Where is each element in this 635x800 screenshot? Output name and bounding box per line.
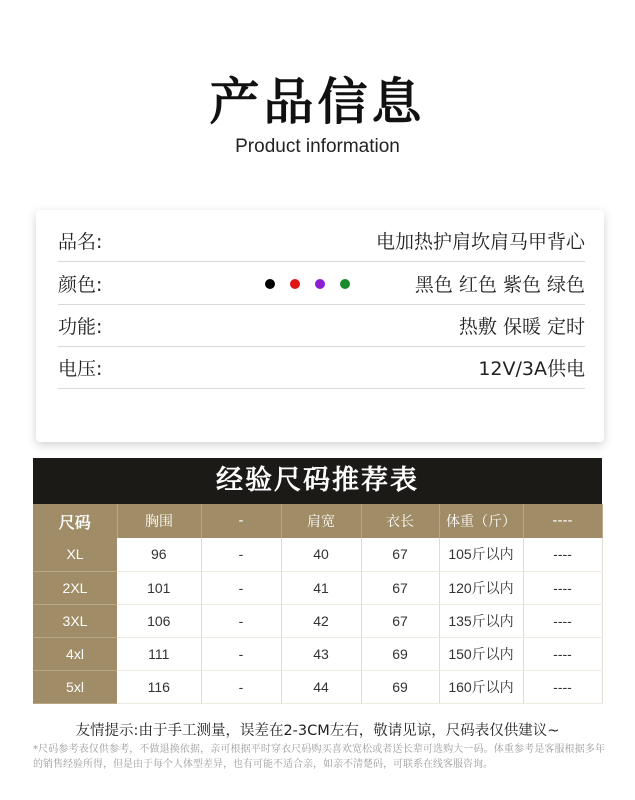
extra-cell: ---- [523, 538, 602, 571]
size-cell: 2XL [33, 571, 117, 604]
weight-cell: 150斤以内 [439, 637, 523, 670]
size-cell: 4xl [33, 637, 117, 670]
header-size: 尺码 [33, 504, 117, 538]
extra-cell: ---- [523, 670, 602, 703]
header-shoulder: 肩宽 [281, 504, 361, 538]
page-title: 产品信息 [209, 73, 426, 131]
weight-cell: 120斤以内 [439, 571, 523, 604]
color-swatches [265, 263, 350, 305]
name-value: 电加热护肩坎肩马甲背心 [375, 231, 585, 253]
color-swatch-green [340, 279, 350, 289]
length-cell: 67 [361, 571, 439, 604]
page-subtitle: Product information [235, 136, 400, 157]
chest-cell: 116 [117, 670, 201, 703]
chest-cell: 96 [117, 538, 201, 571]
extra-cell: ---- [523, 571, 602, 604]
size-chart-title: 经验尺码推荐表 [33, 458, 602, 504]
dash-cell: - [201, 538, 281, 571]
chest-cell: 101 [117, 571, 201, 604]
color-swatch-red [290, 279, 300, 289]
voltage-value: 12V/3A供电 [478, 358, 585, 380]
size-table-header-row [33, 504, 602, 538]
function-label: 功能: [58, 316, 103, 338]
table-row [33, 604, 602, 637]
measurement-tip: 友情提示:由于手工测量，误差在2-3CM左右，敬请见谅，尺码表仅供建议~ [75, 723, 560, 739]
size-disclaimer-note: *尺码参考表仅供参考，不做退换依据，亲可根据平时穿衣尺码购买喜欢宽松或者送长辈可选购大一码。体重参考是客服根据多年的销售经验所得，但是由于每个人体型差异，也有可能不适合亲，如亲不清楚码，可联系在线客服咨询。 [33, 744, 605, 770]
shoulder-cell: 42 [281, 604, 361, 637]
table-row [33, 637, 602, 670]
extra-cell: ---- [523, 604, 602, 637]
size-cell: 5xl [33, 670, 117, 703]
chest-cell: 111 [117, 637, 201, 670]
info-row-name [58, 220, 585, 262]
length-cell: 69 [361, 670, 439, 703]
weight-cell: 105斤以内 [439, 538, 523, 571]
header-dash: - [201, 504, 281, 538]
table-row [33, 670, 602, 703]
header-extra: ---- [523, 504, 602, 538]
function-value: 热敷 保暖 定时 [458, 316, 585, 338]
shoulder-cell: 40 [281, 538, 361, 571]
color-swatch-purple [315, 279, 325, 289]
shoulder-cell: 44 [281, 670, 361, 703]
color-value: 黑色 红色 紫色 绿色 [414, 274, 585, 296]
color-swatch-black [265, 279, 275, 289]
length-cell: 69 [361, 637, 439, 670]
dash-cell: - [201, 604, 281, 637]
info-row-color [58, 263, 585, 305]
dash-cell: - [201, 637, 281, 670]
dash-cell: - [201, 571, 281, 604]
product-info-card [36, 210, 604, 442]
length-cell: 67 [361, 538, 439, 571]
length-cell: 67 [361, 604, 439, 637]
size-chart-table [33, 504, 603, 704]
header-chest: 胸围 [117, 504, 201, 538]
name-label: 品名: [58, 231, 103, 253]
header-weight: 体重（斤） [439, 504, 523, 538]
shoulder-cell: 43 [281, 637, 361, 670]
dash-cell: - [201, 670, 281, 703]
table-row [33, 538, 602, 571]
weight-cell: 135斤以内 [439, 604, 523, 637]
color-label: 颜色: [58, 274, 103, 296]
voltage-label: 电压: [58, 358, 103, 380]
chest-cell: 106 [117, 604, 201, 637]
shoulder-cell: 41 [281, 571, 361, 604]
info-row-voltage [58, 347, 585, 389]
header-length: 衣长 [361, 504, 439, 538]
weight-cell: 160斤以内 [439, 670, 523, 703]
extra-cell: ---- [523, 637, 602, 670]
size-cell: XL [33, 538, 117, 571]
table-row [33, 571, 602, 604]
size-cell: 3XL [33, 604, 117, 637]
info-row-function [58, 305, 585, 347]
